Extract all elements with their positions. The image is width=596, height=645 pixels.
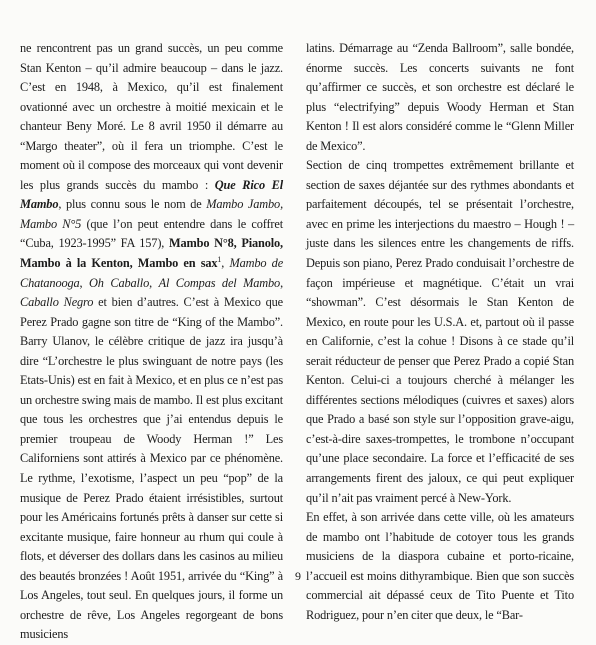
bold-italic-title: Que Rico El Mambo bbox=[20, 177, 283, 212]
italic-title: Caballo Negro bbox=[20, 295, 94, 310]
footnote-marker: 1 bbox=[217, 254, 222, 264]
right-paragraph-1: latins. Démarrage au “Zenda Ballroom”, salle bondée, énorme succès. Les concerts suivants ne font qu’affirmer ce succès, et son orchestre est déclaré le plus “electrifying” depuis Woody Herman et Stan Kenton ! Il est alors considéré comme le “Glenn Miller de Mexico”. bbox=[306, 41, 574, 153]
bold-title: Mambo N°8, Pianolo, Mambo à la Kenton, Mambo en sax bbox=[20, 236, 283, 271]
text-run: , bbox=[149, 275, 159, 290]
left-column bbox=[20, 39, 283, 645]
italic-title: Oh Caballo bbox=[89, 275, 150, 290]
text-run: (que l’on peut entendre dans le coffret “Cuba, 1923-1995” FA 157), bbox=[20, 216, 283, 251]
text-run: , plus connu sous le nom de bbox=[58, 197, 207, 212]
text-run: , bbox=[79, 275, 90, 290]
right-paragraph-2: Section de cinq trompettes extrêmement brillante et section de saxes déjantée sur des rythmes abondants et parfaitement découpés, tel se présentait l’orchestre, avec en prime les interjections du maestro – Hough ! – juste dans les silences entre les changements de riffs. Depuis son piano, Perez Prado conduisait l’orchestre de façon impérieuse et magnétique. C’était un vrai “showman”. C’est désormais le Stan Kenton de Mexico, en route pour les U.S.A. et, partout où il passe en Californie, c’est la cohue ! Disons à ce stade qu’il serait réducteur de penser que Perez Prado a copié Stan Kenton. Celui-ci a toujours cherché à mélanger les différentes sections mélodiques (cuivres et saxes) alors que Prado a basé son style sur l’opposition grave-aigu, c’est-à-dire saxes-trompettes, le trombone n’occupant qu’une place secondaire. La force et l’efficacité de ses arrangements firent des jaloux, ce qui peut expliquer qu’il n’ait pas vraiment percé à New-York. bbox=[306, 158, 574, 505]
text-run: et bien d’autres. C’est à Mexico que Perez Prado gagne son titre de “King of the Mambo”. Barry Ulanov, le célèbre critique de jazz ira jusqu’à dire “L’orchestre le plus swinguant de notre pays (les Etats-Unis) est en fait à Mexico, et en plus ce n’est pas un orchestre swing mais de mambo. Il est plus excitant que tous les orchestres que j’ai entendus depuis le premier troupeau de Woody Herman !” Les Californiens sont attirés à Mexico par ce phénomène. Le rythme, l’exotisme, l’aspect un peu “pop” de la musique de Perez Prado étaient irrésistibles, surtout pour les Américains fortunés prêts à danser sur cette si excitante musique, faire honneur au rhum qui coule à flots, et déverser des dollars dans les casinos au milieu des beautés bronzées ! Août 1951, arrivée du “King” à Los Angeles, tout seul. En quelques jours, il forme un orchestre de rêve, Los Angeles regorgeant de bons musiciens bbox=[20, 295, 283, 642]
page-number: 9 bbox=[295, 569, 301, 583]
italic-title: Al Compas del Mambo bbox=[158, 275, 281, 290]
left-paragraph bbox=[20, 39, 283, 645]
italic-title: Mambo de Chatanooga bbox=[20, 256, 284, 290]
text-run: ne rencontrent pas un grand succès, un peu comme Stan Kenton – qu’il admire beaucoup – dans le jazz. C’est en 1948, à Mexico, qu’il est finalement ovationné avec un orchestre à moitié mexicain et le chanteur Beny Moré. Le 8 avril 1950 il démarre au “Margo theater”, où il fera un triomphe. C’est le moment où il compose des morceaux qui vont devenir les plus grands succès du mambo : bbox=[20, 41, 283, 192]
text-run: , bbox=[221, 256, 230, 271]
text-run: , bbox=[280, 275, 284, 290]
italic-title: Mambo Jambo, Mambo N°5 bbox=[20, 197, 284, 231]
right-column bbox=[306, 39, 574, 625]
right-paragraph-3: En effet, à son arrivée dans cette ville, où les amateurs de mambo ont l’habitude de cotoyer tous les grands musiciens de la diaspora cubaine et porto-ricaine, l’accueil est moins dithyrambique. Bien que son succès commercial ait dépassé ceux de Tito Puente et Tito Rodriguez, pour n’en citer que deux, le “Bar- bbox=[306, 510, 574, 622]
